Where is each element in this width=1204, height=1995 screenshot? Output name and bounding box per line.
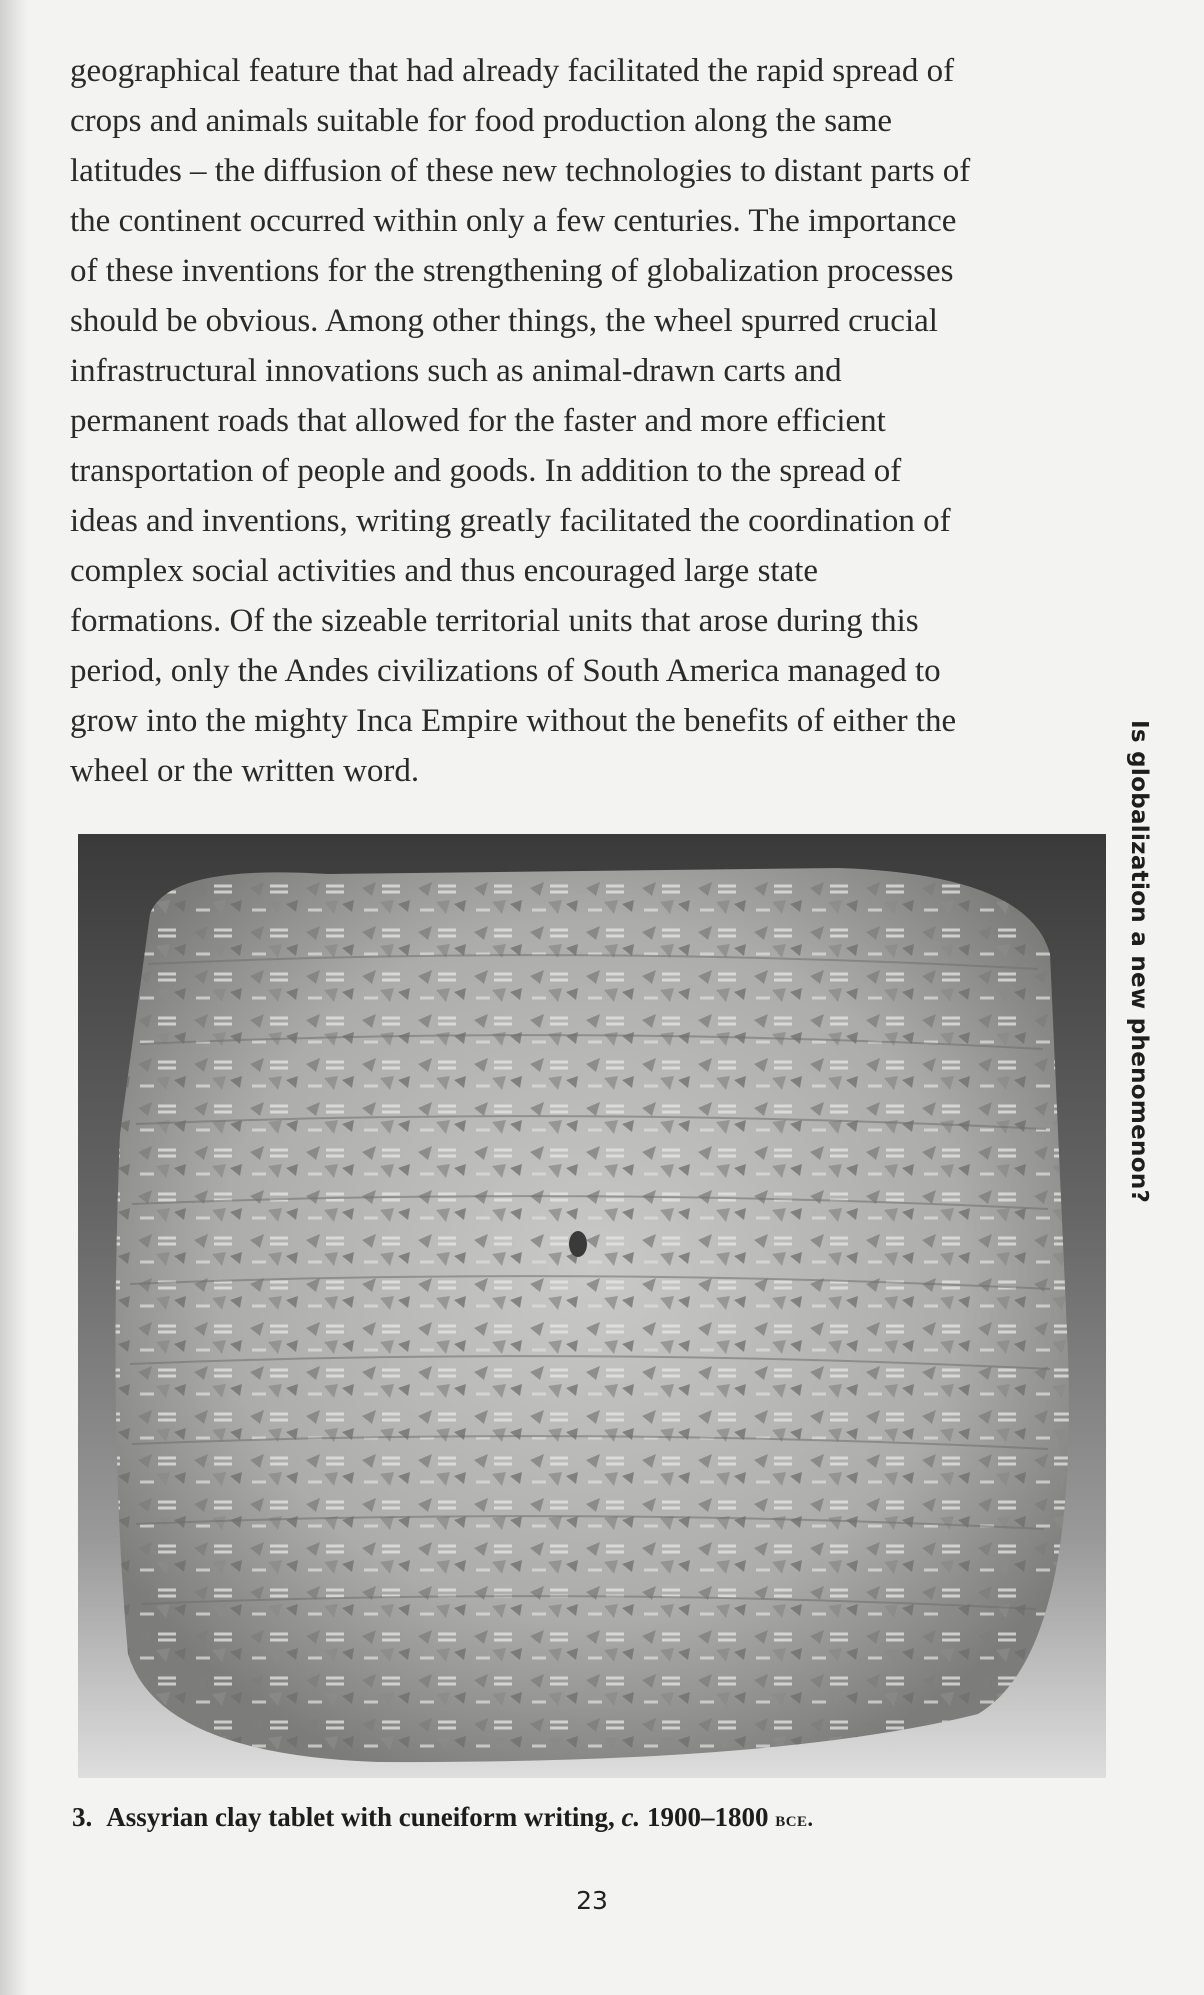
- body-line: transportation of people and goods. In addition to the spread of: [70, 453, 902, 489]
- body-line: permanent roads that allowed for the faster and more efficient: [70, 403, 886, 439]
- caption-text: Assyrian clay tablet with cuneiform writing,: [106, 1802, 622, 1832]
- body-line: crops and animals suitable for food production along the same: [70, 103, 893, 139]
- caption-dates: 1900–1800: [640, 1802, 776, 1832]
- figure-clay-tablet-photo: [78, 834, 1106, 1778]
- body-line: complex social activities and thus encouraged large state: [70, 553, 819, 589]
- body-line: grow into the mighty Inca Empire without the benefits of either the: [70, 703, 957, 739]
- body-line: latitudes – the diffusion of these new technologies to distant parts of: [70, 153, 971, 189]
- caption-circa: c.: [621, 1802, 641, 1832]
- body-text: [70, 46, 1120, 796]
- body-line: of these inventions for the strengthening of globalization processes: [70, 253, 954, 289]
- body-line: infrastructural innovations such as animal-drawn carts and: [70, 353, 842, 389]
- body-line: period, only the Andes civilizations of South America managed to: [70, 653, 941, 689]
- body-line: the continent occurred within only a few centuries. The importance: [70, 203, 957, 239]
- clay-tablet-illustration: [78, 834, 1106, 1778]
- figure-number: 3.: [72, 1802, 93, 1832]
- body-line: geographical feature that had already facilitated the rapid spread of: [70, 53, 955, 89]
- page-number: 23: [576, 1886, 608, 1915]
- caption-era: bce.: [775, 1806, 814, 1831]
- body-line: ideas and inventions, writing greatly facilitated the coordination of: [70, 503, 951, 539]
- body-line: formations. Of the sizeable territorial units that arose during this: [70, 603, 919, 639]
- running-head: Is globalization a new phenomenon?: [1126, 720, 1152, 1204]
- figure-caption: [72, 1802, 814, 1833]
- body-line: wheel or the written word.: [70, 753, 420, 789]
- body-line: should be obvious. Among other things, the wheel spurred crucial: [70, 303, 938, 339]
- page-gutter-shadow: [0, 0, 28, 1995]
